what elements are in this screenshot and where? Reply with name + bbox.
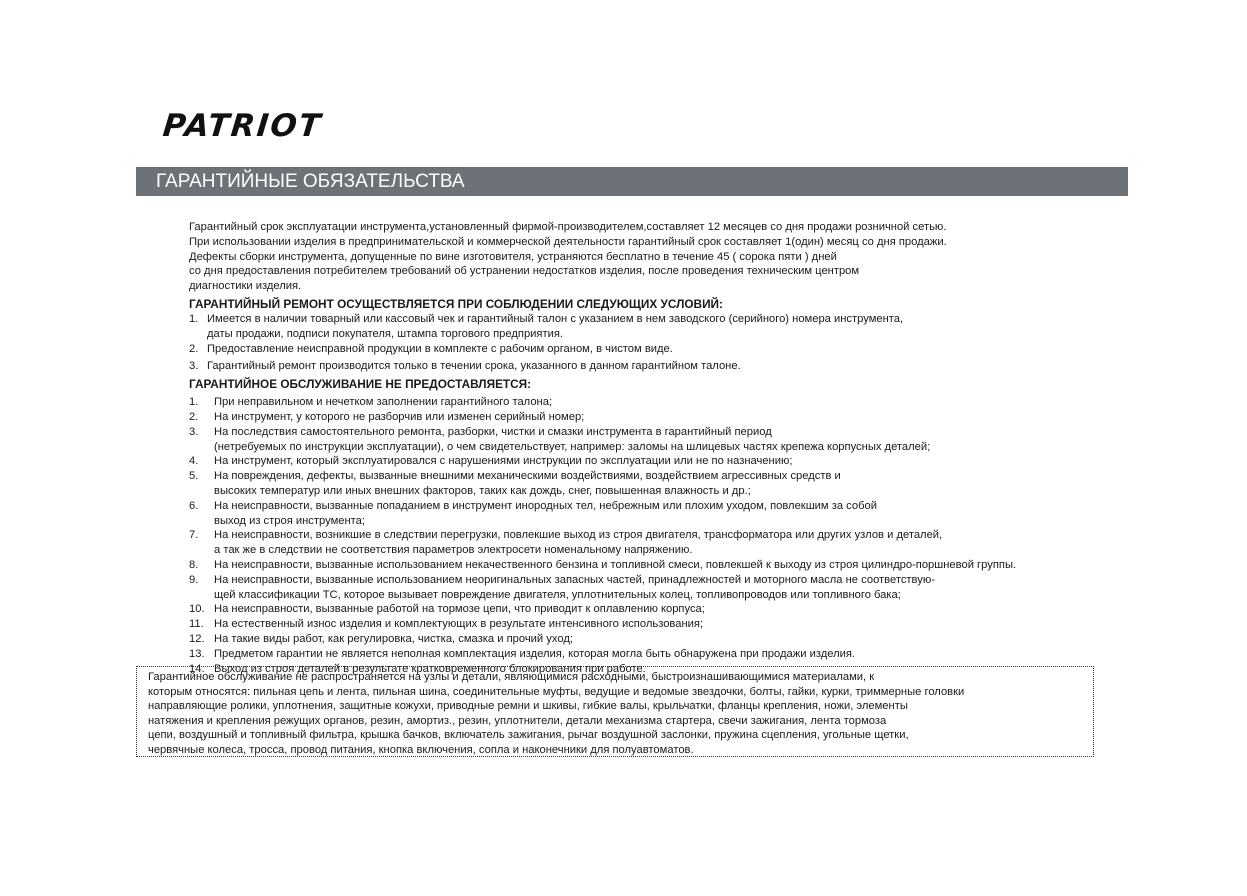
notice-line: цепи, воздушный и топливный фильтра, крышка бачков, включатель зажигания, рычаг воздушной заслонки, пружина сцепления, угольные щетки, — [148, 729, 909, 742]
warranty-content — [189, 220, 1134, 676]
list-item — [189, 558, 1134, 573]
list-item — [189, 499, 1134, 529]
notice-line: червячные колеса, тросса, провод питания, кнопка включения, сопла и наконечники для полуавтоматов. — [148, 743, 694, 756]
exclusions-list — [189, 395, 1134, 676]
item-number: 7. — [189, 529, 199, 542]
notice-line: направляющие ролики, уплотнения, защитные кожухи, приводные ремни и шкивы, гибкие валы, крыльчатки, фланцы крепления, ножи, элементы — [148, 700, 908, 713]
list-item — [189, 647, 1134, 662]
list-item — [189, 342, 1134, 357]
item-number: 1. — [189, 312, 199, 325]
item-text: Гарантийный ремонт производится только в течении срока, указанного в данном гарантийном талоне. — [207, 360, 741, 373]
item-text: даты продажи, подписи покупателя, штампа торгового предприятия. — [207, 327, 564, 340]
item-text: При неправильном и нечетком заполнении гарантийного талона; — [214, 396, 553, 409]
item-number: 14. — [189, 662, 205, 675]
conditions-heading: ГАРАНТИЙНЫЙ РЕМОНТ ОСУЩЕСТВЛЯЕТСЯ ПРИ СОБЛЮДЕНИИ СЛЕДУЮЩИХ УСЛОВИЙ: — [189, 296, 723, 311]
item-number: 2. — [189, 410, 199, 423]
item-number: 1. — [189, 396, 199, 409]
list-item — [189, 573, 1134, 603]
intro-paragraph — [189, 220, 1134, 294]
intro-line: диагностики изделия. — [189, 280, 302, 293]
item-text: На неисправности, вызванные использованием неоригинальных запасных частей, принадлежностей и моторного масла не соответствую- — [214, 573, 935, 586]
item-text: На естественный износ изделия и комплектующих в результате интенсивного использования; — [214, 618, 704, 631]
notice-line: натяжения и крепления режущих органов, резин, амортиз., резин, уплотнители, детали механизма стартера, свечи зажигания, лента тормоза — [148, 714, 887, 727]
item-number: 10. — [189, 603, 205, 616]
item-number: 3. — [189, 360, 199, 373]
item-text: Имеется в наличии товарный или кассовый чек и гарантийный талон с указанием в нем заводского (серийного) номера инструмента, — [207, 312, 904, 325]
item-text: На инструмент, у которого не разборчив или изменен серийный номер; — [214, 410, 585, 423]
list-item — [189, 312, 1134, 342]
list-item — [189, 359, 1134, 374]
item-number: 8. — [189, 558, 199, 571]
item-text: На последствия самостоятельного ремонта, разборки, чистки и смазки инструмента в гарантийный период — [214, 425, 772, 438]
item-text: На неисправности, вызванные работой на тормозе цепи, что приводит к оплавлению корпуса; — [214, 603, 705, 616]
section-banner: ГАРАНТИЙНЫЕ ОБЯЗАТЕЛЬСТВА — [136, 167, 1128, 196]
item-number: 6. — [189, 499, 199, 512]
item-text: а так же в следствии не соответствия параметров электросети номенальному напряжению. — [214, 544, 693, 557]
list-item — [189, 395, 1134, 410]
item-text: На повреждения, дефекты, вызванные внешними механическими воздействиями, воздействием агрессивных средств и — [214, 470, 841, 483]
item-text: На неисправности, возникшие в следствии перегрузки, повлекшие выход из строя двигателя, трансформатора или других узлов и деталей, — [214, 529, 943, 542]
list-item — [189, 425, 1134, 455]
intro-line: Дефекты сборки инструмента, допущенные по вине изготовителя, устраняются бесплатно в течение 45 ( сорока пяти ) дней — [189, 250, 837, 263]
intro-line: со дня предоставления потребителем требований об устранении недостатков изделия, после проведения техническим центром — [189, 265, 860, 278]
exclusions-heading: ГАРАНТИЙНОЕ ОБСЛУЖИВАНИЕ НЕ ПРЕДОСТАВЛЯЕТСЯ: — [189, 377, 532, 392]
item-number: 2. — [189, 342, 199, 355]
notice-line: которым относятся: пильная цепь и лента, пильная шина, соединительные муфты, ведущие и ведомые звездочки, болты, гайки, курки, триммерные головки — [148, 685, 965, 698]
item-text: На такие виды работ, как регулировка, чистка, смазка и прочий уход; — [214, 632, 573, 645]
item-text: щей классификации ТС, которое вызывает повреждение двигателя, уплотнительных колец, топливопроводов или топливного бака; — [214, 588, 901, 601]
item-text: (нетребуемых по инструкции эксплуатации), о чем свидетельствует, например: заломы на шлицевых частях крепежа корпусных деталей; — [214, 440, 931, 453]
item-number: 11. — [189, 618, 204, 631]
item-text: Предметом гарантии не является неполная комплектация изделия, которая могла быть обнаружена при продажи изделия. — [214, 647, 856, 660]
item-number: 4. — [189, 455, 199, 468]
item-number: 9. — [189, 573, 199, 586]
item-number: 13. — [189, 647, 205, 660]
list-item — [189, 469, 1134, 499]
list-item — [189, 632, 1134, 647]
item-text: На неисправности, вызванные использованием некачественного бензина и топливной смеси, повлекшей к выходу из строя цилиндро-поршневой группы. — [214, 558, 1017, 571]
intro-line: При использовании изделия в предпринимательской и коммерческой деятельности гарантийный срок составляет 1(один) месяц со дня продажи. — [189, 235, 947, 248]
item-text: На инструмент, который эксплуатировался с нарушениями инструкции по эксплуатации или не по назначению; — [214, 455, 793, 468]
item-text: На неисправности, вызванные попаданием в инструмент инородных тел, небрежным или плохим уходом, повлекшим за собой — [214, 499, 877, 512]
consumables-notice-box — [136, 666, 1094, 757]
list-item — [189, 454, 1134, 469]
item-text: выход из строя инструмента; — [214, 514, 366, 527]
list-item — [189, 410, 1134, 425]
item-number: 3. — [189, 425, 199, 438]
intro-line: Гарантийный срок эксплуатации инструмента,установленный фирмой-производителем,составляет 12 месяцев со дня продажи розничной сетью. — [189, 221, 947, 233]
notice-line: Гарантийное обслуживание не распространяется на узлы и детали, являющимися расходными, быстроизнашивающимися материалами, к — [148, 671, 875, 683]
item-number: 12. — [189, 632, 205, 645]
item-number: 5. — [189, 470, 199, 483]
list-item — [189, 602, 1134, 617]
item-text: Предоставление неисправной продукции в комплекте с рабочим органом, в чистом виде. — [207, 342, 673, 355]
brand-logo: PATRIOT — [161, 108, 324, 144]
item-text: Выход из строя деталей в результате кратковременного блокирования при работе. — [214, 662, 646, 675]
list-item — [189, 617, 1134, 632]
list-item — [189, 528, 1134, 558]
item-text: высоких температур или иных внешних факторов, таких как дождь, снег, повышенная влажность и др.; — [214, 484, 751, 497]
conditions-list — [189, 312, 1134, 374]
